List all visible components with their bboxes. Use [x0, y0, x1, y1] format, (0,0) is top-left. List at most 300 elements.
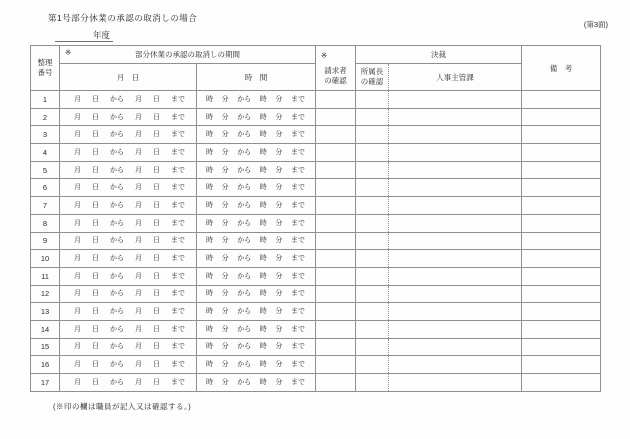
personnel-section-cell — [389, 214, 522, 232]
unit-label: 日 — [153, 219, 160, 227]
personnel-section-cell — [389, 338, 522, 356]
unit-label: 時 — [259, 308, 267, 316]
unit-label: まで — [290, 325, 305, 333]
note-mark: ※ — [65, 48, 72, 57]
token-row — [60, 202, 196, 209]
unit-label: 月 — [135, 255, 142, 263]
section-chief-confirmation-cell — [356, 108, 389, 126]
unit-label: 時 — [259, 290, 267, 298]
unit-label: 時 — [259, 237, 267, 245]
unit-label: まで — [290, 290, 305, 298]
unit-label: から — [237, 255, 252, 263]
requester-confirmation-cell — [316, 179, 356, 197]
unit-label: 分 — [221, 201, 229, 209]
month-day-period-cell — [60, 126, 197, 144]
row-number-cell: 4 — [31, 144, 60, 162]
table-row — [31, 303, 601, 321]
unit-label: 日 — [92, 343, 99, 351]
unit-label: 日 — [92, 148, 99, 156]
remarks-cell — [522, 338, 601, 356]
requester-confirmation-cell — [316, 356, 356, 374]
table-row — [31, 320, 601, 338]
unit-label: 分 — [221, 184, 229, 192]
unit-label: まで — [290, 166, 305, 174]
row-number-cell: 11 — [31, 267, 60, 285]
partial-leave-cancellation-table — [30, 45, 601, 392]
unit-label: 日 — [153, 290, 160, 298]
unit-label: 日 — [92, 361, 99, 369]
unit-label: 日 — [153, 325, 160, 333]
unit-label: 日 — [92, 325, 99, 333]
unit-label: 月 — [74, 166, 81, 174]
unit-label: 時 — [259, 148, 267, 156]
unit-label: 分 — [221, 237, 229, 245]
token-row — [197, 131, 315, 138]
token-row — [60, 343, 196, 350]
token-row — [60, 326, 196, 333]
unit-label: から — [110, 255, 124, 263]
requester-confirmation-cell — [316, 126, 356, 144]
row-number-cell: 14 — [31, 320, 60, 338]
unit-label: まで — [290, 378, 305, 386]
unit-label: まで — [290, 131, 305, 139]
unit-label: まで — [171, 113, 185, 121]
unit-label: 時 — [206, 131, 213, 139]
section-chief-line1: 所属長 — [360, 67, 384, 76]
row-number-cell: 10 — [31, 250, 60, 268]
table-row — [31, 214, 601, 232]
token-row — [197, 149, 315, 156]
remarks-cell — [522, 179, 601, 197]
token-row — [197, 96, 315, 103]
requester-note-mark: ※ — [321, 51, 328, 60]
unit-label: から — [110, 166, 124, 174]
unit-label: から — [110, 308, 124, 316]
unit-label: 月 — [74, 290, 81, 298]
remarks-cell — [522, 356, 601, 374]
unit-label: から — [237, 378, 252, 386]
requester-confirmation-cell — [316, 285, 356, 303]
token-row — [197, 326, 315, 333]
unit-label: 時 — [206, 272, 213, 280]
requester-confirmation-header — [316, 46, 356, 91]
time-period-cell — [197, 338, 316, 356]
table-row — [31, 179, 601, 197]
unit-label: 分 — [221, 343, 229, 351]
section-chief-confirmation-cell — [356, 285, 389, 303]
unit-label: 分 — [275, 113, 283, 121]
section-chief-confirmation-cell — [356, 320, 389, 338]
unit-label: 月 — [135, 131, 142, 139]
page-title: 第1号部分休業の承認の取消しの場合 — [48, 13, 198, 23]
unit-label: 月 — [74, 272, 81, 280]
unit-label: 分 — [221, 131, 229, 139]
table-row — [31, 267, 601, 285]
unit-label: から — [237, 148, 252, 156]
unit-label: 月 — [135, 378, 142, 386]
token-row — [197, 308, 315, 315]
requester-confirmation-cell — [316, 338, 356, 356]
unit-label: まで — [171, 308, 185, 316]
table-row — [31, 232, 601, 250]
unit-label: まで — [171, 201, 185, 209]
row-number-cell: 8 — [31, 214, 60, 232]
month-day-period-cell — [60, 197, 197, 215]
personnel-section-cell — [389, 144, 522, 162]
unit-label: 時 — [259, 343, 267, 351]
personnel-section-cell — [389, 126, 522, 144]
unit-label: 時 — [259, 201, 267, 209]
requester-confirmation-cell — [316, 214, 356, 232]
row-number-cell: 16 — [31, 356, 60, 374]
unit-label: 時 — [206, 201, 213, 209]
unit-label: から — [110, 325, 124, 333]
unit-label: まで — [290, 148, 305, 156]
token-row — [197, 361, 315, 368]
row-number-cell: 7 — [31, 197, 60, 215]
unit-label: から — [110, 219, 124, 227]
unit-label: 月 — [135, 272, 142, 280]
time-period-cell — [197, 285, 316, 303]
unit-label: 分 — [221, 325, 229, 333]
token-row — [60, 220, 196, 227]
requester-confirmation-cell — [316, 144, 356, 162]
unit-label: 月 — [74, 325, 81, 333]
section-chief-confirmation-cell — [356, 126, 389, 144]
unit-label: 日 — [153, 148, 160, 156]
unit-label: から — [237, 184, 252, 192]
unit-label: 時 — [206, 148, 213, 156]
row-number-cell: 5 — [31, 161, 60, 179]
unit-label: 分 — [275, 308, 283, 316]
unit-label: まで — [171, 237, 185, 245]
unit-label: 日 — [92, 184, 99, 192]
unit-label: 分 — [221, 255, 229, 263]
unit-label: 分 — [275, 201, 283, 209]
unit-label: 分 — [275, 378, 283, 386]
personnel-section-cell — [389, 374, 522, 392]
unit-label: から — [237, 272, 252, 280]
time-period-cell — [197, 144, 316, 162]
time-period-cell — [197, 126, 316, 144]
unit-label: まで — [171, 148, 185, 156]
token-row — [60, 96, 196, 103]
unit-label: 月 — [135, 166, 142, 174]
section-chief-confirmation-cell — [356, 179, 389, 197]
personnel-section-cell — [389, 91, 522, 109]
token-row — [60, 308, 196, 315]
unit-label: 日 — [92, 290, 99, 298]
unit-label: 日 — [92, 113, 99, 121]
unit-label: から — [237, 95, 252, 103]
token-row — [60, 131, 196, 138]
unit-label: 日 — [92, 166, 99, 174]
personnel-section-header: 人事主管課 — [389, 64, 522, 91]
unit-label: 月 — [135, 148, 142, 156]
unit-label: 日 — [153, 237, 160, 245]
unit-label: 分 — [221, 378, 229, 386]
section-chief-confirmation-cell — [356, 91, 389, 109]
section-chief-confirmation-cell — [356, 197, 389, 215]
row-number-cell: 12 — [31, 285, 60, 303]
requester-confirmation-cell — [316, 197, 356, 215]
unit-label: 月 — [74, 201, 81, 209]
unit-label: 月 — [135, 95, 142, 103]
unit-label: 時 — [206, 290, 213, 298]
table-row — [31, 338, 601, 356]
unit-label: 時 — [259, 255, 267, 263]
month-day-period-cell — [60, 108, 197, 126]
unit-label: まで — [171, 272, 185, 280]
unit-label: 時 — [206, 361, 213, 369]
unit-label: 時 — [259, 95, 267, 103]
unit-label: 日 — [92, 131, 99, 139]
month-day-period-cell — [60, 232, 197, 250]
month-day-period-cell — [60, 356, 197, 374]
serial-no-header — [31, 46, 60, 91]
unit-label: 時 — [259, 131, 267, 139]
section-chief-confirmation-cell — [356, 214, 389, 232]
unit-label: 日 — [153, 308, 160, 316]
section-chief-confirmation-cell — [356, 250, 389, 268]
month-day-period-cell — [60, 374, 197, 392]
unit-label: 月 — [74, 361, 81, 369]
unit-label: まで — [290, 201, 305, 209]
month-day-period-cell — [60, 161, 197, 179]
requester-confirmation-cell — [316, 250, 356, 268]
token-row — [60, 114, 196, 121]
unit-label: まで — [171, 95, 185, 103]
unit-label: 月 — [135, 237, 142, 245]
unit-label: から — [237, 343, 252, 351]
table-row — [31, 91, 601, 109]
unit-label: 日 — [92, 378, 99, 386]
unit-label: まで — [290, 95, 305, 103]
unit-label: 分 — [221, 113, 229, 121]
unit-label: 月 — [135, 219, 142, 227]
unit-label: まで — [171, 255, 185, 263]
remarks-cell — [522, 285, 601, 303]
remarks-cell — [522, 91, 601, 109]
unit-label: まで — [171, 361, 185, 369]
token-row — [60, 255, 196, 262]
unit-label: 時 — [206, 184, 213, 192]
unit-label: 日 — [92, 95, 99, 103]
token-row — [197, 343, 315, 350]
table-row — [31, 126, 601, 144]
unit-label: 月 — [135, 361, 142, 369]
token-row — [197, 379, 315, 386]
unit-label: から — [110, 272, 124, 280]
serial-no-line2: 番号 — [37, 68, 53, 77]
month-day-period-cell — [60, 179, 197, 197]
unit-label: まで — [290, 272, 305, 280]
unit-label: 分 — [275, 361, 283, 369]
unit-label: 日 — [153, 361, 160, 369]
token-row — [60, 167, 196, 174]
month-day-period-cell — [60, 303, 197, 321]
unit-label: 分 — [275, 95, 283, 103]
unit-label: 時 — [206, 343, 213, 351]
time-period-cell — [197, 214, 316, 232]
unit-label: まで — [290, 237, 305, 245]
unit-label: 分 — [221, 148, 229, 156]
personnel-section-cell — [389, 108, 522, 126]
unit-label: 分 — [275, 219, 283, 227]
unit-label: から — [110, 290, 124, 298]
unit-label: まで — [290, 361, 305, 369]
row-number-cell: 15 — [31, 338, 60, 356]
time-period-cell — [197, 232, 316, 250]
unit-label: 月 — [74, 184, 81, 192]
unit-label: 時 — [206, 113, 213, 121]
section-chief-confirmation-cell — [356, 267, 389, 285]
unit-label: 日 — [92, 201, 99, 209]
unit-label: から — [110, 131, 124, 139]
table-row — [31, 144, 601, 162]
remarks-cell — [522, 303, 601, 321]
unit-label: まで — [290, 308, 305, 316]
unit-label: 月 — [74, 95, 81, 103]
unit-label: まで — [290, 255, 305, 263]
unit-label: 分 — [221, 95, 229, 103]
row-number-cell: 2 — [31, 108, 60, 126]
month-day-period-cell — [60, 144, 197, 162]
unit-label: まで — [171, 378, 185, 386]
requester-confirmation-cell — [316, 303, 356, 321]
row-number-cell: 1 — [31, 91, 60, 109]
unit-label: 月 — [74, 131, 81, 139]
unit-label: 時 — [259, 113, 267, 121]
unit-label: 日 — [153, 184, 160, 192]
month-day-header: 月 日 — [60, 64, 197, 91]
fiscal-year-field: 年度 — [55, 29, 113, 42]
table-row — [31, 356, 601, 374]
unit-label: 時 — [259, 219, 267, 227]
unit-label: 時 — [206, 378, 213, 386]
unit-label: 日 — [92, 308, 99, 316]
unit-label: 月 — [74, 113, 81, 121]
unit-label: から — [237, 201, 252, 209]
unit-label: まで — [290, 113, 305, 121]
unit-label: から — [237, 290, 252, 298]
personnel-section-cell — [389, 320, 522, 338]
remarks-cell — [522, 267, 601, 285]
time-period-cell — [197, 161, 316, 179]
unit-label: まで — [171, 219, 185, 227]
unit-label: から — [110, 95, 124, 103]
unit-label: 分 — [275, 131, 283, 139]
unit-label: から — [237, 361, 252, 369]
unit-label: から — [237, 113, 252, 121]
remarks-cell — [522, 320, 601, 338]
unit-label: まで — [171, 343, 185, 351]
row-number-cell: 6 — [31, 179, 60, 197]
time-period-cell — [197, 91, 316, 109]
requester-confirmation-cell — [316, 320, 356, 338]
personnel-section-cell — [389, 356, 522, 374]
unit-label: から — [237, 237, 252, 245]
unit-label: から — [237, 308, 252, 316]
unit-label: 月 — [135, 184, 142, 192]
unit-label: まで — [171, 290, 185, 298]
unit-label: 日 — [153, 255, 160, 263]
remarks-cell — [522, 126, 601, 144]
remarks-cell — [522, 250, 601, 268]
time-period-cell — [197, 303, 316, 321]
month-day-period-cell — [60, 214, 197, 232]
unit-label: 時 — [206, 255, 213, 263]
unit-label: 月 — [135, 308, 142, 316]
month-day-period-cell — [60, 320, 197, 338]
unit-label: 時 — [206, 237, 213, 245]
unit-label: まで — [171, 166, 185, 174]
unit-label: 分 — [221, 219, 229, 227]
unit-label: から — [237, 131, 252, 139]
section-chief-confirmation-cell — [356, 232, 389, 250]
unit-label: 時 — [206, 308, 213, 316]
unit-label: 分 — [221, 361, 229, 369]
unit-label: 日 — [92, 219, 99, 227]
unit-label: 分 — [221, 308, 229, 316]
unit-label: 分 — [275, 343, 283, 351]
token-row — [60, 273, 196, 280]
token-row — [197, 114, 315, 121]
unit-label: 月 — [135, 113, 142, 121]
unit-label: 時 — [259, 325, 267, 333]
remarks-cell — [522, 108, 601, 126]
time-period-cell — [197, 356, 316, 374]
remarks-header: 備 考 — [522, 46, 601, 91]
time-period-cell — [197, 374, 316, 392]
section-chief-confirmation-cell — [356, 374, 389, 392]
unit-label: 月 — [135, 343, 142, 351]
unit-label: 日 — [92, 272, 99, 280]
cancellation-period-header — [60, 46, 316, 64]
unit-label: 月 — [74, 343, 81, 351]
personnel-section-cell — [389, 250, 522, 268]
unit-label: から — [110, 237, 124, 245]
unit-label: から — [110, 201, 124, 209]
token-row — [197, 220, 315, 227]
token-row — [197, 202, 315, 209]
requester-line2: の確認 — [324, 76, 347, 85]
personnel-section-cell — [389, 232, 522, 250]
unit-label: まで — [290, 343, 305, 351]
personnel-section-cell — [389, 285, 522, 303]
unit-label: から — [110, 361, 124, 369]
unit-label: 分 — [275, 166, 283, 174]
header-row-1 — [31, 46, 601, 64]
section-chief-confirmation-header — [356, 64, 389, 91]
unit-label: 分 — [275, 272, 283, 280]
unit-label: まで — [290, 184, 305, 192]
time-period-cell — [197, 179, 316, 197]
table-row — [31, 161, 601, 179]
table-row — [31, 285, 601, 303]
time-period-cell — [197, 197, 316, 215]
unit-label: 分 — [275, 325, 283, 333]
personnel-section-cell — [389, 303, 522, 321]
remarks-cell — [522, 197, 601, 215]
approval-header: 決裁 — [356, 46, 522, 64]
remarks-cell — [522, 214, 601, 232]
month-day-period-cell — [60, 285, 197, 303]
token-row — [60, 149, 196, 156]
unit-label: 分 — [275, 237, 283, 245]
time-period-cell — [197, 320, 316, 338]
table-row — [31, 108, 601, 126]
